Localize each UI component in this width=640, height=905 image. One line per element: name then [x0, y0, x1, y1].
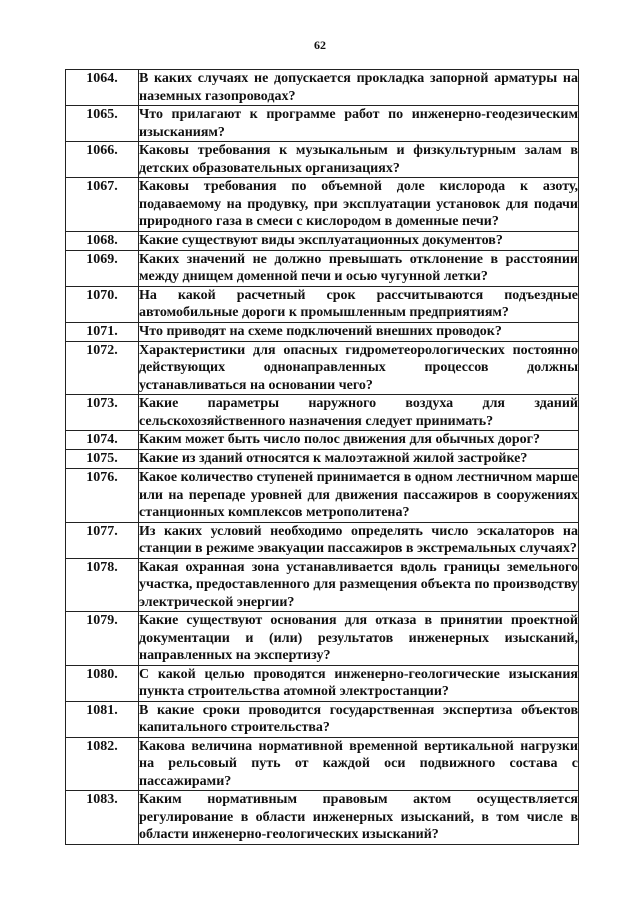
question-text: В какие сроки проводится государственная экспертиза объектов капитального строительства?: [139, 702, 578, 735]
table-row: [66, 558, 579, 612]
question-number: 1075.: [66, 450, 139, 469]
page-number: 62: [314, 38, 326, 52]
question-number: 1069.: [66, 250, 139, 286]
question-text: На какой расчетный срок рассчитываются подъездные автомобильные дороги к промышленным предприятиям?: [139, 287, 578, 320]
table-row: [66, 106, 579, 142]
question-text: Какие параметры наружного воздуха для зданий сельскохозяйственного назначения следует принимать?: [139, 396, 578, 429]
question-text: Какие существуют основания для отказа в принятии проектной документации и (или) результатов инженерных изысканий, направленных на экспертизу?: [139, 613, 578, 663]
table-row: [66, 322, 579, 341]
question-number: 1070.: [66, 286, 139, 322]
question-number: 1068.: [66, 231, 139, 250]
question-text: Какова величина нормативной временной вертикальной нагрузки на рельсовый путь от каждой оси подвижного состава с пассажирами?: [139, 738, 578, 789]
table-row: [66, 612, 579, 666]
table-row: [66, 469, 579, 523]
question-text: Какие из зданий относятся к малоэтажной жилой застройке?: [139, 450, 579, 469]
question-text: Какая охранная зона устанавливается вдоль границы земельного участка, предоставленного для размещения объекта по производству электрической энергии?: [139, 559, 578, 610]
question-text: Из каких условий необходимо определять число эскалаторов на станции в режиме эвакуации пассажиров в экстремальных случаях?: [139, 523, 578, 556]
question-number: 1081.: [66, 701, 139, 737]
question-number: 1073.: [66, 395, 139, 431]
table-row: [66, 178, 579, 232]
table-row: [66, 341, 579, 395]
table-row: [66, 231, 579, 250]
question-number: 1083.: [66, 791, 139, 845]
question-number: 1065.: [66, 106, 139, 142]
table-row: [66, 665, 579, 701]
question-text: Каких значений не должно превышать отклонение в расстоянии между днищем доменной печи и осью чугунной летки?: [139, 251, 578, 284]
table-row: [66, 737, 579, 791]
question-number: 1067.: [66, 178, 139, 232]
question-number: 1064.: [66, 70, 139, 106]
question-number: 1074.: [66, 431, 139, 450]
question-text: С какой целью проводятся инженерно-геологические изыскания пункта строительства атомной электростанции?: [139, 666, 578, 699]
table-row: [66, 142, 579, 178]
questions-table: [65, 69, 579, 845]
questions-table-body: [66, 70, 579, 845]
question-number: 1078.: [66, 558, 139, 612]
question-text: Каковы требования по объемной доле кислорода к азоту, подаваемому на продувку, при эксплуатации установок для подачи природного газа в смеси с кислородом в доменные печи?: [139, 179, 578, 229]
question-text: Какое количество ступеней принимается в одном лестничном марше или на перепаде уровней для движения пассажиров в сооружениях станционных комплексов метрополитена?: [139, 470, 578, 520]
question-text: Характеристики для опасных гидрометеорологических постоянно действующих однонаправленных процессов должны устанавливаться на основании чего?: [139, 342, 578, 393]
table-row: [66, 286, 579, 322]
question-text: Каким нормативным правовым актом осуществляется регулирование в области инженерных изысканий, в том числе в области инженерно-геологических изысканий?: [139, 792, 578, 842]
question-number: 1072.: [66, 341, 139, 395]
question-text: Каковы требования к музыкальным и физкультурным залам в детских образовательных организациях?: [139, 143, 578, 176]
table-row: [66, 395, 579, 431]
question-text: В каких случаях не допускается прокладка запорной арматуры на наземных газопроводах?: [139, 71, 578, 104]
table-row: [66, 791, 579, 845]
table-row: [66, 70, 579, 106]
question-number: 1076.: [66, 469, 139, 523]
question-number: 1071.: [66, 322, 139, 341]
question-number: 1080.: [66, 665, 139, 701]
table-row: [66, 250, 579, 286]
table-row: [66, 431, 579, 450]
question-text: Что приводят на схеме подключений внешних проводок?: [139, 322, 579, 341]
question-text: Какие существуют виды эксплуатационных документов?: [139, 231, 579, 250]
question-number: 1077.: [66, 522, 139, 558]
question-number: 1082.: [66, 737, 139, 791]
question-text: Каким может быть число полос движения для обычных дорог?: [139, 431, 579, 450]
table-row: [66, 522, 579, 558]
question-number: 1066.: [66, 142, 139, 178]
question-number: 1079.: [66, 612, 139, 666]
table-row: [66, 701, 579, 737]
question-text: Что прилагают к программе работ по инженерно-геодезическим изысканиям?: [139, 107, 578, 140]
table-row: [66, 450, 579, 469]
